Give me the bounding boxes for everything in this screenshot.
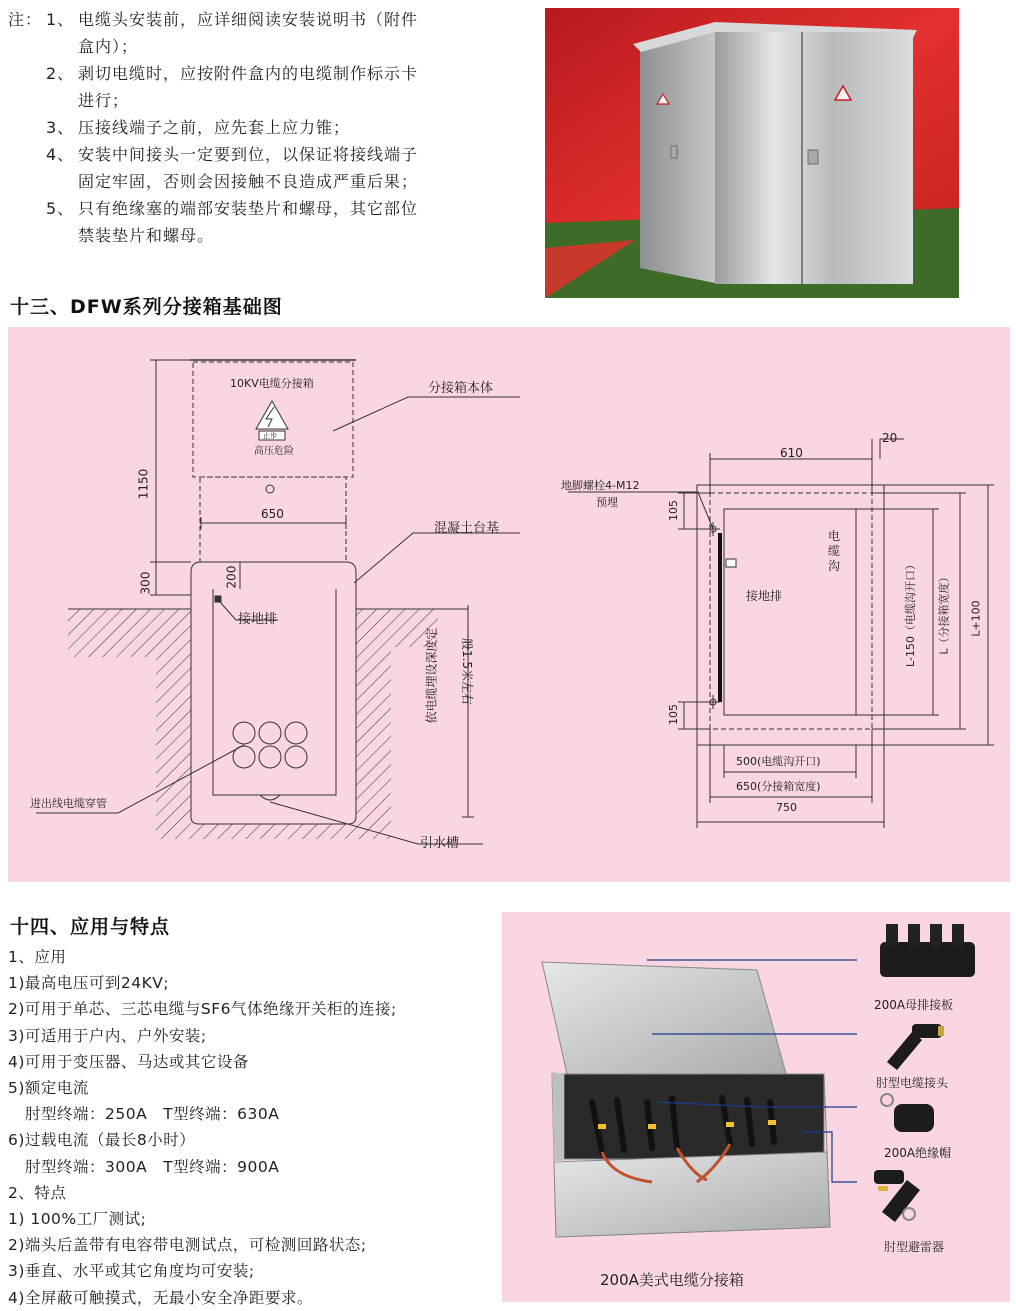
product-caption: 200A美式电缆分接箱 [600,1271,744,1289]
sign-stop: 止步 [263,432,277,440]
bolt-sub: 预埋 [596,496,618,509]
note-item-2 [8,60,508,87]
note-item-1 [8,6,508,33]
trench-label: 电缆沟 [828,529,841,573]
dim-500: 500(电缆沟开口) [736,755,821,768]
ground-bar-icon [215,596,221,602]
note-number: 2、 [46,64,75,83]
cabinet-lid [542,962,787,1077]
sign-danger: 高压危险 [254,446,294,457]
feature-line: 6)过载电流（最长8小时） [8,1131,196,1150]
note-text-cont: 进行； [78,91,130,110]
note-text: 只有绝缘塞的端部安装垫片和螺母，其它部位 [78,199,419,218]
installation-notes [8,6,508,249]
feature-line: 1、应用 [8,948,67,966]
dim-1150: 1150 [136,468,151,500]
dim-105-top: 105 [667,500,680,521]
callout-body-leader [333,397,520,431]
product-panel [502,912,1010,1302]
section13-title: 十三、DFW系列分接箱基础图 [10,296,283,318]
insulating-cap-icon [881,1094,934,1132]
note-number: 1、 [46,10,75,29]
bolt-label: 地脚螺栓4-M12 [561,479,640,492]
features-list [8,944,488,1311]
product-cap-label: 200A绝缘帽 [884,1146,952,1160]
lightning-warning-icon [256,401,288,429]
cabinet-photo [545,8,959,298]
feature-line: 4)全屏蔽可触摸式，无最小安全净距要求。 [8,1288,313,1307]
callout-base-leader [354,533,520,583]
note-text: 电缆头安装前，应详细阅读安装说明书（附件 [78,10,419,29]
section14-title: 十四、应用与特点 [10,916,171,938]
cable-pipes [233,722,307,768]
note-text: 剥切电缆时，应按附件盒内的电缆制作标示卡 [78,64,419,83]
note-text-cont: 盒内）； [78,37,139,56]
surge-arrester-icon [874,1170,920,1222]
note-number: 3、 [46,118,75,137]
feature-line: 2、特点 [8,1183,67,1202]
cabinet-base [554,1152,830,1237]
product-elbow-label: 肘型电缆接头 [876,1076,949,1090]
note-text-cont: 固定牢固，否则会因接触不良造成严重后果； [78,172,419,191]
feature-line: 2)端头后盖带有电容带电测试点，可检测回路状态; [8,1236,367,1255]
note-text: 压接线端子之前，应先套上应力锥； [78,118,351,137]
dim-610: 610 [780,446,803,460]
depth-note-2: 一般1.5米左右 [460,625,475,706]
feature-line: 4)可用于变压器、马达或其它设备 [8,1052,249,1071]
callout-ground-bar: 接地排 [238,612,278,627]
dim-650: 650 [261,507,284,521]
dim-20: 20 [882,431,898,445]
dim-L: L（分接箱宽度） [937,571,951,655]
foundation-diagram [8,327,1010,882]
product-arrester-label: 肘型避雷器 [884,1240,945,1254]
feature-line: 1)最高电压可到24KV; [8,974,170,993]
box-label: 10KV电缆分接箱 [230,377,314,390]
feature-line: 5)额定电流 [8,1079,89,1098]
callout-pipe: 进出线电缆穿管 [30,797,107,810]
callout-base: 混凝土台基 [434,521,500,536]
note-number: 4、 [46,145,75,164]
callout-drain: 引水槽 [420,836,460,851]
foundation-drawing [8,327,1010,882]
dim-105-bottom: 105 [667,704,680,725]
callout-body: 分接箱本体 [428,381,494,396]
note-text: 安装中间接头一定要到位，以保证将接线端子 [78,145,419,164]
feature-line: 1) 100%工厂测试; [8,1210,147,1229]
dim-L-150: L-150（电缆沟开口） [903,559,917,667]
feature-line: 3)垂直、水平或其它角度均可安装; [8,1262,255,1281]
box-lock-icon [266,485,274,493]
dim-650-plan: 650(分接箱宽度) [736,780,821,793]
note-text-cont: 禁装垫片和螺母。 [78,226,215,245]
product-busbar-label: 200A母排接板 [874,998,954,1012]
notes-lead: 注： [8,10,43,29]
depth-note-1: 依电缆埋设深度定 [424,627,439,724]
elbow-connector-icon [887,1024,944,1070]
feature-line: 2)可用于单芯、三芯电缆与SF6气体绝缘开关柜的连接; [8,1000,397,1019]
dim-200: 200 [224,565,239,589]
note-item-5 [8,195,508,222]
busbar-icon [880,924,975,977]
ground-bar-label: 接地排 [746,589,783,603]
note-item-3 [8,114,508,141]
dim-L+100: L+100 [969,600,983,637]
feature-line: 3)可适用于户内、户外安装; [8,1026,207,1045]
note-number: 5、 [46,199,75,218]
dim-300: 300 [138,571,153,595]
feature-line: 肘型终端：300A T型终端：900A [25,1157,280,1176]
note-item-4 [8,141,508,168]
feature-line: 肘型终端：250A T型终端：630A [25,1105,280,1124]
dim-750: 750 [776,801,797,814]
